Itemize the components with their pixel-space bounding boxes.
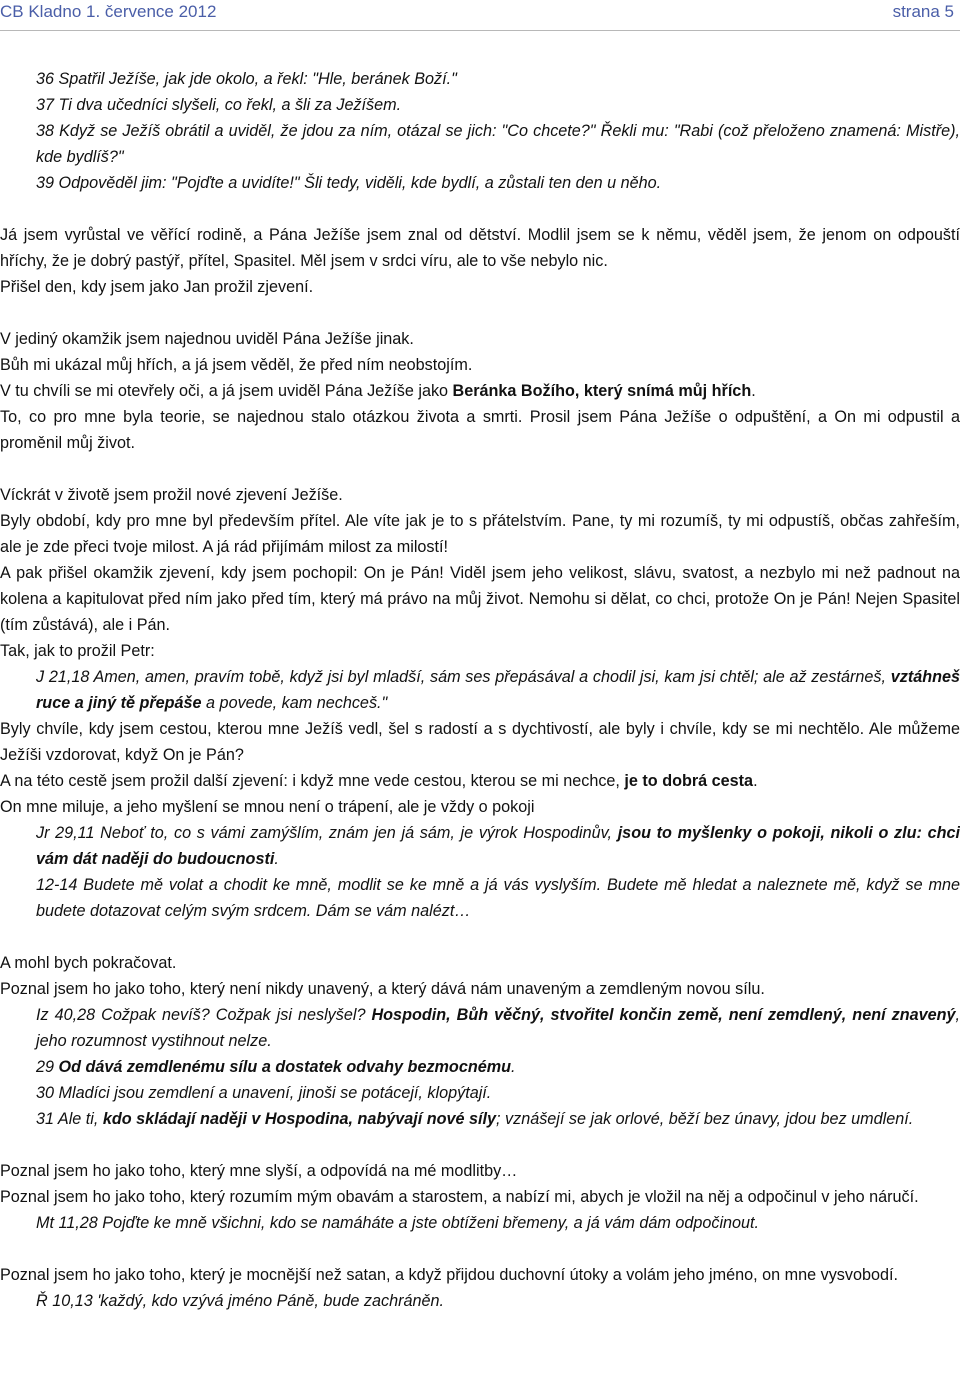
scripture-quote: Mt 11,28 Pojďte ke mně všichni, kdo se namáháte a jste obtíženi břemeny, a já vám dám odpočinout. xyxy=(36,1214,760,1232)
paragraph: To, co pro mne byla teorie, se najednou stalo otázkou života a smrti. Prosil jsem Pána Ježíše o odpuštění, a On mi odpustil a proměnil můj život. xyxy=(0,408,960,452)
paragraph: A mohl bych pokračovat. xyxy=(0,954,177,972)
header-divider xyxy=(0,30,960,31)
paragraph: Poznal jsem ho jako toho, který rozumím mým obavám a starostem, a nabízí mi, abych je vložil na něj a odpočinul v jeho náručí. xyxy=(0,1188,919,1206)
paragraph: V tu chvíli se mi otevřely oči, a já jsem uviděl Pána Ježíše jako Beránka Božího, který snímá můj hřích. xyxy=(0,382,756,400)
paragraph: Poznal jsem ho jako toho, který mne slyší, a odpovídá na mé modlitby… xyxy=(0,1162,518,1180)
scripture-quote: 29 Od dává zemdlenému sílu a dostatek odvahy bezmocnému. xyxy=(36,1058,516,1076)
emphasis: vztáhneš ruce a jiný tě přepáše xyxy=(36,668,960,712)
paragraph: Byly období, kdy pro mne byl především přítel. Ale víte jak je to s přátelstvím. Pane, ty mi rozumíš, ty mi odpustíš, občas zahřeším, ale je zde přeci tvoje milost. A já rád přijímám milost za milostí! xyxy=(0,512,960,556)
scripture-quote: 30 Mladíci jsou zemdlení a unavení, jinoši se potácejí, klopýtají. xyxy=(36,1084,492,1102)
emphasis: Od dává zemdlenému sílu a dostatek odvahy bezmocnému xyxy=(58,1058,511,1076)
scripture-quote: 31 Ale ti, kdo skládají naději v Hospodina, nabývají nové síly; vznášejí se jak orlové, běží bez únavy, jdou bez umdlení. xyxy=(36,1110,914,1128)
paragraph: A pak přišel okamžik zjevení, kdy jsem pochopil: On je Pán! Viděl jsem jeho velikost, slávu, svatost, a nezbylo mi než padnout na kolena a kapitulovat před ním jako před tím, který má právo na můj život. Nemohu si dělat, co chci, protože On je Pán! Nejen Spasitel (tím zůstává), ale i Pán. xyxy=(0,564,960,634)
verse-37: 37 Ti dva učedníci slyšeli, co řekl, a šli za Ježíšem. xyxy=(36,96,402,114)
paragraph: Byly chvíle, kdy jsem cestou, kterou mne Ježíš vedl, šel s radostí a s dychtivostí, ale byly i chvíle, kdy se mi nechtělo. Ale můžeme Ježíši vzdorovat, když On je Pán? xyxy=(0,720,960,764)
paragraph: Já jsem vyrůstal ve věřící rodině, a Pána Ježíše jsem znal od dětství. Modlil jsem se k němu, věděl jsem, že jenom on odpouští hříchy, že je dobrý pastýř, přítel, Spasitel. Měl jsem v srdci víru, ale to vše nebylo nic. xyxy=(0,226,960,270)
verse-39: 39 Odpověděl jim: "Pojďte a uvidíte!" Šli tedy, viděli, kde bydlí, a zůstali ten den u něho. xyxy=(36,174,662,192)
emphasis: Hospodin, Bůh věčný, stvořitel končin země, není zemdlený, není znavený xyxy=(371,1006,956,1024)
paragraph: On mne miluje, a jeho myšlení se mnou není o trápení, ale je vždy o pokoji xyxy=(0,798,535,816)
page-number: strana 5 xyxy=(892,2,954,21)
page-header xyxy=(0,0,960,26)
paragraph: V jediný okamžik jsem najednou uviděl Pána Ježíše jinak. xyxy=(0,330,414,348)
emphasis: jsou to myšlenky o pokoji, nikoli o zlu: chci vám dát naději do budoucnosti xyxy=(36,824,960,868)
header-title: CB Kladno 1. července 2012 xyxy=(0,2,217,21)
scripture-quote: 12-14 Budete mě volat a chodit ke mně, modlit se ke mně a já vás vyslyším. Budete mě hledat a naleznete mě, když se mne budete dotazovat celým svým srdcem. Dám se vám nalézt… xyxy=(36,876,960,920)
paragraph: Poznal jsem ho jako toho, který není nikdy unavený, a který dává nám unaveným a zemdleným novou sílu. xyxy=(0,980,765,998)
scripture-quote: J 21,18 Amen, amen, pravím tobě, když jsi byl mladší, sám ses přepásával a chodil jsi, kam jsi chtěl; ale až zestárneš, vztáhneš ruce a jiný tě přepáše a povede, kam nechceš." xyxy=(36,668,960,712)
scripture-quote: Ř 10,13 'každý, kdo vzývá jméno Páně, bude zachráněn. xyxy=(36,1292,445,1310)
paragraph: Bůh mi ukázal můj hřích, a já jsem věděl, že před ním neobstojím. xyxy=(0,356,473,374)
paragraph: Tak, jak to prožil Petr: xyxy=(0,642,155,660)
scripture-quote: Iz 40,28 Cožpak nevíš? Cožpak jsi neslyšel? Hospodin, Bůh věčný, stvořitel končin země, není zemdlený, není znavený, jeho rozumnost vystihnout nelze. xyxy=(36,1006,960,1050)
emphasis: kdo skládají naději v Hospodina, nabývají nové síly xyxy=(102,1110,497,1128)
paragraph: A na této cestě jsem prožil další zjevení: i když mne vede cestou, kterou se mi nechce, je to dobrá cesta. xyxy=(0,772,758,790)
scripture-quote: Jr 29,11 Neboť to, co s vámi zamýšlím, znám jen já sám, je výrok Hospodinův, jsou to myšlenky o pokoji, nikoli o zlu: chci vám dát naději do budoucnosti. xyxy=(36,824,960,868)
emphasis: je to dobrá cesta xyxy=(624,772,754,790)
document-body xyxy=(0,66,960,1314)
paragraph: Víckrát v životě jsem prožil nové zjevení Ježíše. xyxy=(0,486,343,504)
verse-38: 38 Když se Ježíš obrátil a uviděl, že jdou za ním, otázal se jich: "Co chcete?" Řekli mu: "Rabi (což přeloženo znamená: Mistře), kde bydlíš?" xyxy=(36,122,960,166)
emphasis: Beránka Božího, který snímá můj hřích xyxy=(452,382,752,400)
paragraph: Poznal jsem ho jako toho, který je mocnější než satan, a když přijdou duchovní útoky a volám jeho jméno, on mne vysvobodí. xyxy=(0,1266,898,1284)
paragraph: Přišel den, kdy jsem jako Jan prožil zjevení. xyxy=(0,278,314,296)
verse-36: 36 Spatřil Ježíše, jak jde okolo, a řekl: "Hle, beránek Boží." xyxy=(36,70,457,88)
